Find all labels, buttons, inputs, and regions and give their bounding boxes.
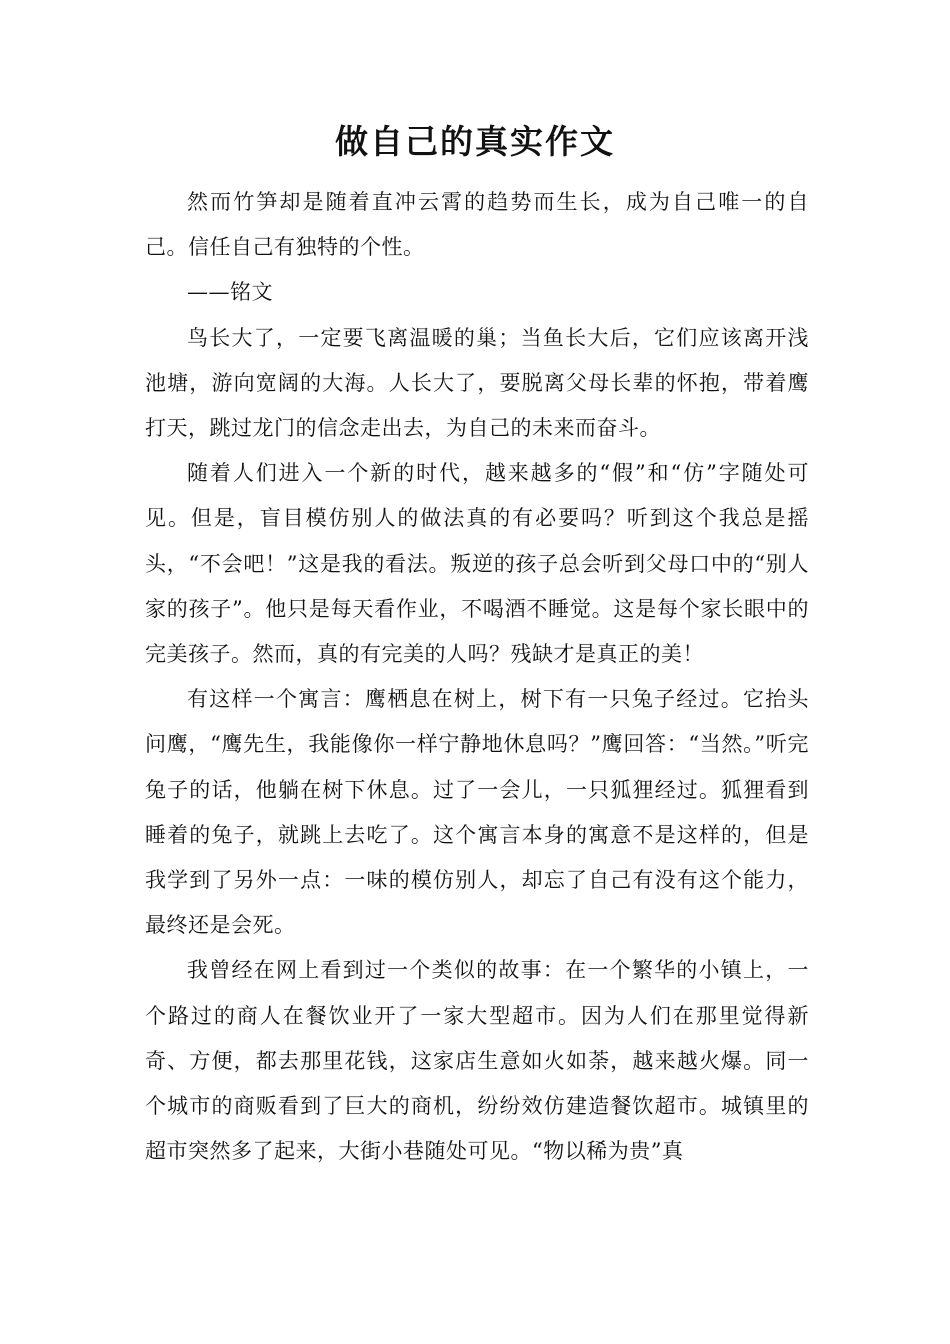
document-title: 做自己的真实作文 <box>335 122 615 161</box>
paragraph-epigraph: 然而竹笋却是随着直冲云霄的趋势而生长，成为自己唯一的自己。信任自己有独特的个性。 <box>145 190 809 260</box>
paragraph-epigraph-source: ——铭文 <box>187 280 273 305</box>
paragraph-imitation: 随着人们进入一个新的时代，越来越多的“假”和“仿”字随处可见。但是，盲目模仿别人的做法真的有必要吗？听到这个我总是摇头，“不会吧！”这是我的看法。叛逆的孩子总会听到父母口中的“别人家的孩子”。他只是每天看作业，不喝酒不睡觉。这是每个家长眼中的完美孩子。然而，真的有完美的人吗？残缺才是真正的美！ <box>145 461 809 667</box>
paragraph-story: 我曾经在网上看到过一个类似的故事：在一个繁华的小镇上，一个路过的商人在餐饮业开了一家大型超市。因为人们在那里觉得新奇、方便，都去那里花钱，这家店生意如火如荼，越来越火爆。同一个城市的商贩看到了巨大的商机，纷纷效仿建造餐饮超市。城镇里的超市突然多了起来，大街小巷随处可见。“物以稀为贵”真 <box>145 958 809 1164</box>
document-body <box>145 180 809 1174</box>
paragraph-growing-up: 鸟长大了，一定要飞离温暖的巢；当鱼长大后，它们应该离开浅池塘，游向宽阔的大海。人长大了，要脱离父母长辈的怀抱，带着鹰打天，跳过龙门的信念走出去，为自己的未来而奋斗。 <box>145 325 809 441</box>
paragraph-fable: 有这样一个寓言：鹰栖息在树上，树下有一只兔子经过。它抬头问鹰，“鹰先生，我能像你一样宁静地休息吗？”鹰回答：“当然。”听完兔子的话，他躺在树下休息。过了一会儿，一只狐狸经过。狐狸看到睡着的兔子，就跳上去吃了。这个寓言本身的寓意不是这样的，但是我学到了另外一点：一味的模仿别人，却忘了自己有没有这个能力，最终还是会死。 <box>145 687 809 938</box>
